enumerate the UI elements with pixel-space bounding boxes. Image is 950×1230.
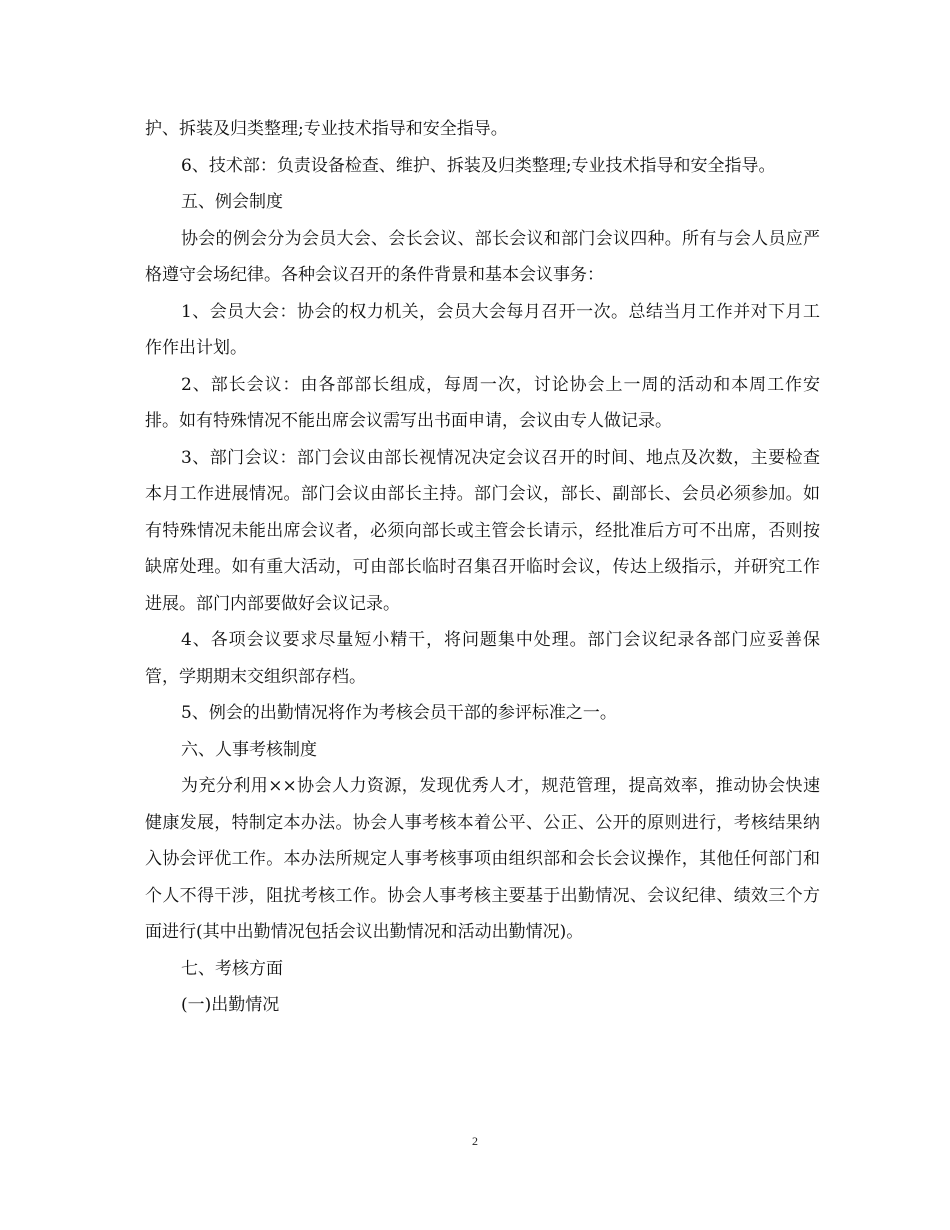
paragraph: 为充分利用××协会人力资源，发现优秀人才，规范管理，提高效率，推动协会快速健康发展，特制定本办法。协会人事考核本着公平、公正、公开的原则进行，考核结果纳入协会评优工作。本办法所规定人事考核事项由组织部和会长会议操作，其他任何部门和个人不得干涉，阻扰考核工作。协会人事考核主要基于出勤情况、会议纪律、绩效三个方面进行(其中出勤情况包括会议出勤情况和活动出勤情况)。 [145, 776, 820, 942]
paragraph: 护、拆装及归类整理;专业技术指导和安全指导。 [145, 119, 508, 139]
document-body [145, 111, 820, 1024]
section-heading: 六、人事考核制度 [181, 739, 317, 760]
section-heading: 五、例会制度 [181, 192, 283, 212]
paragraph: 1、会员大会：协会的权力机关，会员大会每月召开一次。总结当月工作并对下月工作作出计划。 [145, 301, 820, 358]
paragraph: 2、部长会议：由各部部长组成，每周一次，讨论协会上一周的活动和本周工作安排。如有特殊情况不能出席会议需写出书面申请，会议由专人做记录。 [145, 374, 820, 431]
paragraph: 4、各项会议要求尽量短小精干，将问题集中处理。部门会议纪录各部门应妥善保管，学期期末交组织部存档。 [145, 630, 820, 687]
paragraph: 5、例会的出勤情况将作为考核会员干部的参评标准之一。 [181, 703, 617, 723]
subsection-heading: (一)出勤情况 [181, 995, 280, 1015]
page-number: 2 [472, 1134, 478, 1148]
paragraph: 3、部门会议：部门会议由部长视情况决定会议召开的时间、地点及次数，主要检查本月工作进展情况。部门会议由部长主持。部门会议，部长、副部长、会员必须参加。如有特殊情况未能出席会议者，必须向部长或主管会长请示，经批准后方可不出席，否则按缺席处理。如有重大活动，可由部长临时召集召开临时会议，传达上级指示，并研究工作进展。部门内部要做好会议记录。 [145, 447, 820, 614]
paragraph: 协会的例会分为会员大会、会长会议、部长会议和部门会议四种。所有与会人员应严格遵守会场纪律。各种会议召开的条件背景和基本会议事务： [145, 228, 820, 285]
section-heading: 七、考核方面 [181, 958, 283, 979]
paragraph: 6、技术部：负责设备检查、维护、拆装及归类整理;专业技术指导和安全指导。 [181, 155, 776, 176]
